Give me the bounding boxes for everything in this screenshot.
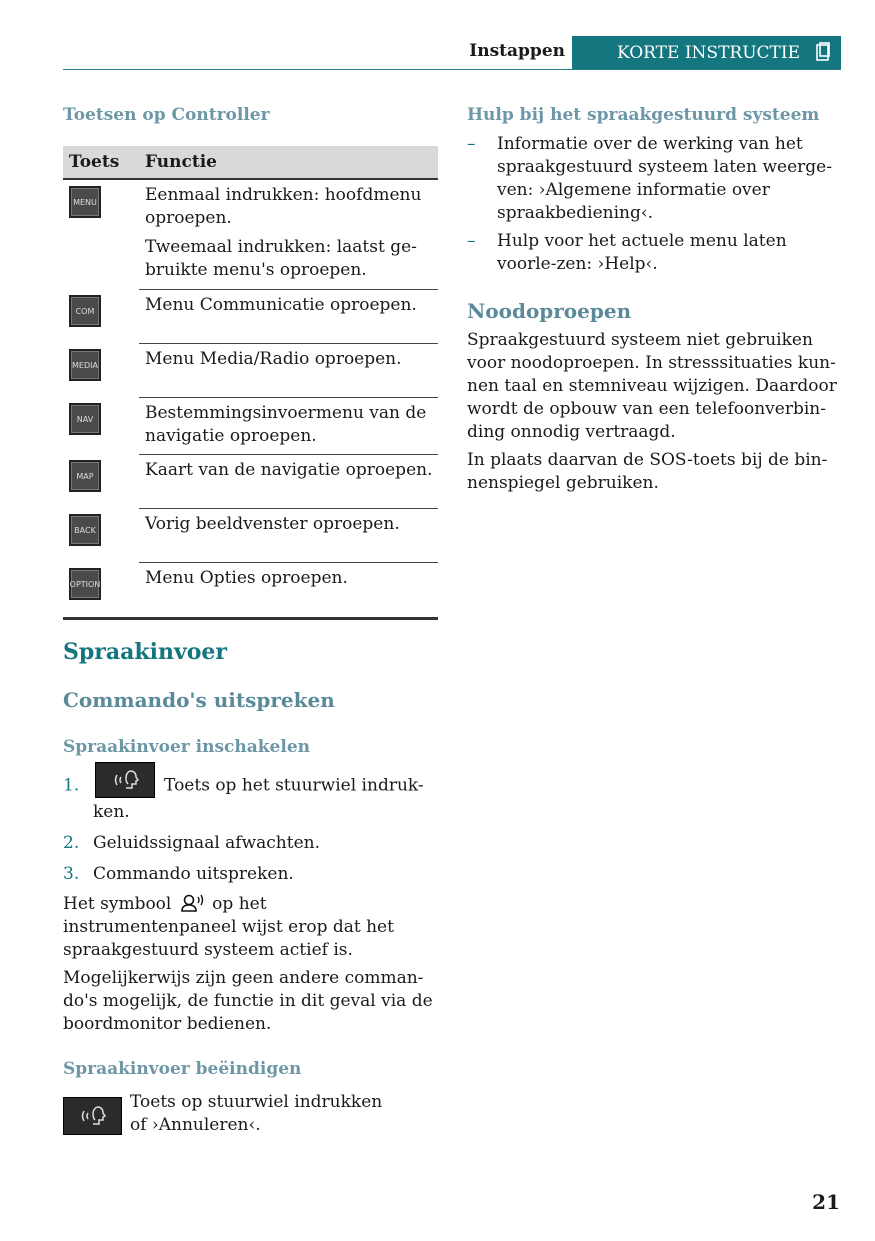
table-row [63,397,438,454]
emergency-heading: Noodoproepen [467,299,632,323]
table-row [63,508,438,562]
end-text-2: of ›Annuleren‹. [130,1115,261,1135]
voice-button-icon [95,762,155,798]
table-bottom-rule [63,617,438,620]
col-header-function: Functie [139,146,438,179]
function-text: Menu Media/Radio oproepen. [145,348,402,369]
step-number: 2. [63,833,80,853]
symbol-text: wijst erop dat het spraakgestuurd systeem actief is. [63,917,394,960]
controller-heading: Toetsen op Controller [63,105,270,125]
step-text: Commando uitspreken. [93,864,294,884]
controller-key-table [63,146,438,616]
symbol-text: op het instrumentenpaneel [63,894,267,937]
map-key-icon: MAP [69,460,101,492]
step-text: Toets op het stuurwiel indruk- [164,775,424,796]
table-row [63,179,438,289]
voice-heading: Spraakinvoer [63,639,228,665]
maybe-paragraph: Mogelijkerwijs zijn geen andere comman-do's mogelijk, de functie in dit geval via de boordmonitor bedienen. [63,968,433,1034]
symbol-paragraph [63,893,441,962]
function-text: Tweemaal indrukken: laatst ge-bruikte menu's oproepen. [145,237,417,280]
voice-active-icon [179,893,205,913]
help-item-text: Informatie over de werking van het spraakgestuurd systeem laten weerge-ven: ›Algemene informatie over spraakbediening‹. [497,134,832,223]
nav-key-icon: NAV [69,403,101,435]
enable-heading: Spraakinvoer inschakelen [63,737,310,757]
help-item: – Hulp voor het actuele menu laten voorle-zen: ›Help‹. [467,230,843,276]
menu-key-icon: MENU [69,186,101,218]
step-text: Geluidssignaal afwachten. [93,833,321,853]
chapter-tab [572,36,841,70]
step-2 [63,832,320,855]
emergency-paragraph: Spraakgestuurd systeem niet gebruiken voor noodoproepen. In stresssituaties kun-nen taal en stemniveau wijzigen. Daardoor wordt de opbouw van een telefoonverbin-ding onnodig vertraagd. [467,330,837,442]
step-1-cont: ken. [93,802,130,822]
commands-heading: Commando's uitspreken [63,688,335,712]
end-text-1: Toets op stuurwiel indrukken [130,1092,383,1112]
back-key-icon: BACK [69,514,101,546]
function-text: Bestemmingsinvoermenu van de navigatie oproepen. [145,402,427,446]
function-text: Menu Opties oproepen. [145,567,348,588]
function-text: Menu Communicatie oproepen. [145,294,417,315]
help-item-text: Hulp voor het actuele menu laten voorle-zen: ›Help‹. [497,231,787,274]
help-heading: Hulp bij het spraakgestuurd systeem [467,105,820,125]
col-header-key: Toets [63,146,139,179]
section-title: Instappen [469,41,565,61]
function-text: Vorig beeldvenster oproepen. [145,513,400,534]
sos-paragraph: In plaats daarvan de SOS-toets bij de bin-nenspiegel gebruiken. [467,450,828,493]
help-item: – Informatie over de werking van het spraakgestuurd systeem laten weerge-ven: ›Algemene informatie over spraakbediening‹. [467,133,843,225]
option-key-icon: OPTION [69,568,101,600]
function-text: Eenmaal indrukken: hoofdmenu oproepen. [145,185,422,228]
header-rule [63,69,841,70]
media-key-icon: MEDIA [69,349,101,381]
end-heading: Spraakinvoer beëindigen [63,1059,302,1079]
chapter-tab-label: KORTE INSTRUCTIE [617,43,801,63]
book-icon [815,42,831,62]
symbol-text: Het symbool [63,894,172,914]
step-1 [63,768,438,804]
step-3 [63,863,294,886]
table-row [63,289,438,343]
step-number: 3. [63,864,80,884]
table-row [63,562,438,616]
com-key-icon: COM [69,295,101,327]
voice-button-icon [63,1097,122,1135]
table-row [63,454,438,508]
page-number: 21 [812,1190,840,1214]
function-text: Kaart van de navigatie oproepen. [145,459,433,480]
table-row [63,343,438,397]
step-number: 1. [63,775,80,796]
